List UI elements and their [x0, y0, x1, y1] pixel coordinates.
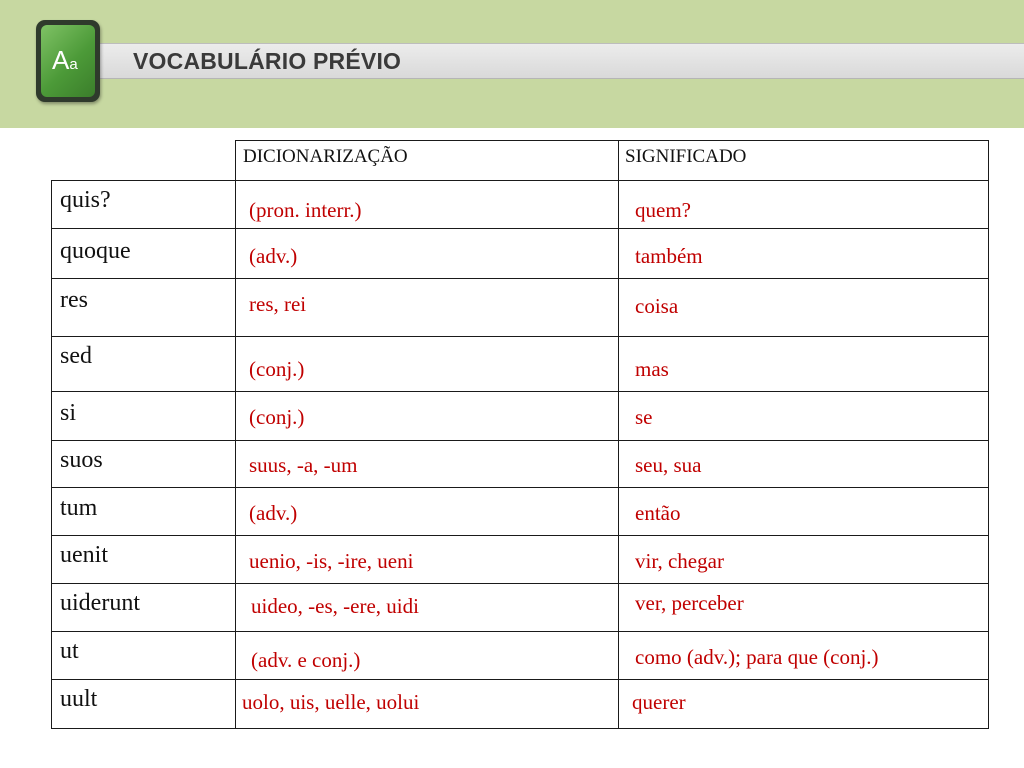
latin-word: ut: [60, 638, 79, 664]
dictionary-entry: (adv.): [249, 244, 298, 268]
latin-word: res: [60, 287, 88, 313]
logo-inner: [41, 25, 95, 97]
meaning: vir, chegar: [635, 549, 724, 573]
dictionary-entry: uenio, -is, -ire, ueni: [249, 549, 414, 573]
logo: [36, 20, 100, 102]
latin-word: si: [60, 400, 77, 426]
dictionary-entry: (conj.): [249, 357, 305, 381]
latin-word: quis?: [60, 187, 111, 213]
dictionary-entry: (pron. interr.): [249, 198, 362, 222]
column-header-dicionarizacao: DICIONARIZAÇÃO: [243, 146, 408, 167]
latin-word: uiderunt: [60, 590, 140, 616]
table-line: [51, 278, 989, 279]
meaning: coisa: [635, 294, 679, 318]
table-line: [51, 180, 989, 181]
table-line: [51, 180, 52, 729]
latin-word: tum: [60, 495, 98, 521]
table-line: [51, 583, 989, 584]
dictionary-entry: res, rei: [249, 292, 307, 316]
latin-word: sed: [60, 343, 92, 369]
dictionary-entry: uideo, -es, -ere, uidi: [251, 594, 419, 618]
logo-letter-big: A: [52, 45, 70, 75]
table-line: [51, 679, 989, 680]
dictionary-entry: uolo, uis, uelle, uolui: [242, 690, 420, 714]
logo-text: [52, 45, 78, 80]
meaning: então: [635, 501, 681, 525]
table-line: [51, 535, 989, 536]
meaning: quem?: [635, 198, 691, 222]
logo-letter-small: a: [69, 56, 78, 73]
table-line: [51, 728, 989, 729]
table-line: [618, 140, 619, 729]
table-line: [51, 391, 989, 392]
table-line: [988, 140, 989, 729]
meaning: também: [635, 244, 703, 268]
table-line: [235, 140, 236, 729]
meaning: se: [635, 405, 653, 429]
table-line: [235, 140, 989, 141]
table-line: [51, 440, 989, 441]
latin-word: uenit: [60, 542, 108, 568]
meaning: mas: [635, 357, 669, 381]
dictionary-entry: (adv.): [249, 501, 298, 525]
meaning: como (adv.); para que (conj.): [635, 645, 879, 669]
meaning: seu, sua: [635, 453, 702, 477]
table-line: [51, 336, 989, 337]
meaning: ver, perceber: [635, 591, 744, 615]
dictionary-entry: suus, -a, -um: [249, 453, 358, 477]
latin-word: uult: [60, 686, 98, 712]
latin-word: quoque: [60, 238, 131, 264]
table-line: [51, 228, 989, 229]
dictionary-entry: (adv. e conj.): [251, 648, 361, 672]
table-line: [51, 631, 989, 632]
latin-word: suos: [60, 447, 103, 473]
dictionary-entry: (conj.): [249, 405, 305, 429]
column-header-significado: SIGNIFICADO: [625, 146, 747, 167]
table-line: [51, 487, 989, 488]
meaning: querer: [632, 690, 686, 714]
page-title: VOCABULÁRIO PRÉVIO: [133, 48, 402, 74]
